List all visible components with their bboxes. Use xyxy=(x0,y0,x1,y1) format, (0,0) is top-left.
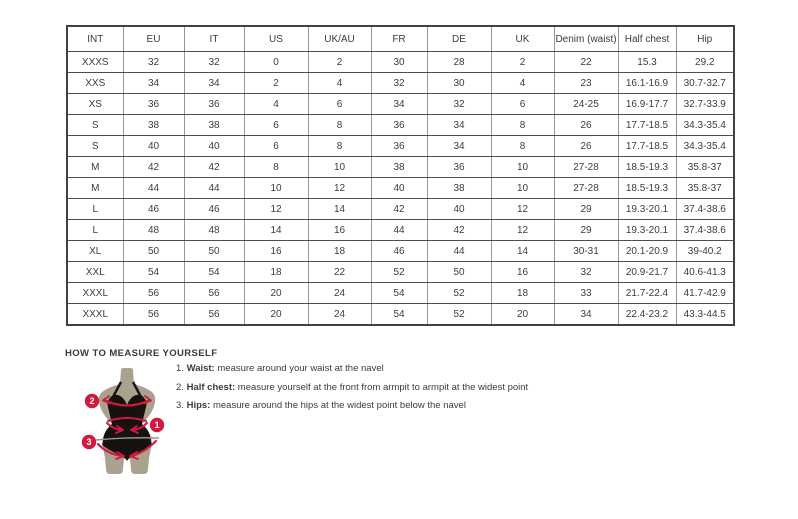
table-row xyxy=(67,220,734,241)
size-cell: 2 xyxy=(244,73,308,94)
marker-hips xyxy=(82,435,96,449)
size-cell: 32 xyxy=(554,262,618,283)
size-cell: 32.7-33.9 xyxy=(676,94,734,115)
size-cell: 40 xyxy=(371,178,427,199)
size-cell: XXXL xyxy=(67,304,123,326)
size-cell: 42 xyxy=(123,157,184,178)
size-cell: 20.9-21.7 xyxy=(618,262,676,283)
size-cell: 46 xyxy=(371,241,427,262)
size-cell: 4 xyxy=(491,73,554,94)
instruction-text: measure around the hips at the widest point below the navel xyxy=(212,400,466,411)
size-cell: 20 xyxy=(244,283,308,304)
size-cell: 39-40.2 xyxy=(676,241,734,262)
instruction-text: measure around your waist at the navel xyxy=(217,363,384,374)
size-cell: 54 xyxy=(184,262,244,283)
measure-instructions-list xyxy=(176,364,528,420)
column-header: Denim (waist) xyxy=(554,26,618,52)
marker-half-chest xyxy=(85,394,99,408)
size-cell: 18.5-19.3 xyxy=(618,178,676,199)
size-cell: 54 xyxy=(371,283,427,304)
size-cell: 36 xyxy=(371,115,427,136)
size-cell: 54 xyxy=(371,304,427,326)
size-cell: 23 xyxy=(554,73,618,94)
size-cell: 42 xyxy=(427,220,491,241)
size-cell: 8 xyxy=(308,115,371,136)
size-cell: XXS xyxy=(67,73,123,94)
size-cell: 12 xyxy=(491,199,554,220)
size-cell: 38 xyxy=(184,115,244,136)
size-cell: XL xyxy=(67,241,123,262)
size-cell: 18.5-19.3 xyxy=(618,157,676,178)
size-cell: 44 xyxy=(123,178,184,199)
instruction-label: Half chest: xyxy=(186,381,236,393)
table-row xyxy=(67,73,734,94)
instruction-number: 2. xyxy=(176,381,184,393)
size-cell: 27-28 xyxy=(554,157,618,178)
size-cell: 43.3-44.5 xyxy=(676,304,734,326)
size-cell: 10 xyxy=(491,178,554,199)
size-cell: 18 xyxy=(491,283,554,304)
table-header-row xyxy=(67,26,734,52)
size-cell: 34.3-35.4 xyxy=(676,115,734,136)
size-cell: 30-31 xyxy=(554,241,618,262)
measure-instruction xyxy=(176,383,528,393)
size-cell: 16 xyxy=(244,241,308,262)
column-header: US xyxy=(244,26,308,52)
size-cell: 32 xyxy=(123,52,184,73)
size-cell: 8 xyxy=(244,157,308,178)
size-cell: 38 xyxy=(427,178,491,199)
size-cell: 6 xyxy=(244,136,308,157)
size-cell: 36 xyxy=(371,136,427,157)
size-cell: 41.7-42.9 xyxy=(676,283,734,304)
size-cell: 4 xyxy=(308,73,371,94)
table-row xyxy=(67,283,734,304)
measure-instruction xyxy=(176,401,528,411)
size-cell: 56 xyxy=(123,283,184,304)
size-cell: 34 xyxy=(554,304,618,326)
size-cell: 40 xyxy=(123,136,184,157)
size-cell: L xyxy=(67,220,123,241)
size-cell: 40 xyxy=(184,136,244,157)
size-cell: S xyxy=(67,136,123,157)
size-cell: XXL xyxy=(67,262,123,283)
size-cell: 6 xyxy=(308,94,371,115)
size-cell: 48 xyxy=(184,220,244,241)
size-cell: 34 xyxy=(123,73,184,94)
size-cell: 24 xyxy=(308,304,371,326)
size-cell: 40.6-41.3 xyxy=(676,262,734,283)
size-cell: 12 xyxy=(244,199,308,220)
size-cell: 16.9-17.7 xyxy=(618,94,676,115)
column-header: DE xyxy=(427,26,491,52)
size-cell: 36 xyxy=(184,94,244,115)
size-cell: 44 xyxy=(371,220,427,241)
size-cell: 6 xyxy=(244,115,308,136)
size-cell: 52 xyxy=(371,262,427,283)
size-cell: 30 xyxy=(427,73,491,94)
size-cell: 6 xyxy=(491,94,554,115)
size-cell: 15.3 xyxy=(618,52,676,73)
size-cell: 40 xyxy=(427,199,491,220)
column-header: Hip xyxy=(676,26,734,52)
instruction-text: measure yourself at the front from armpit to armpit at the widest point xyxy=(237,381,529,393)
size-cell: 10 xyxy=(244,178,308,199)
size-cell: 17.7-18.5 xyxy=(618,136,676,157)
size-cell: 27-28 xyxy=(554,178,618,199)
size-cell: 54 xyxy=(123,262,184,283)
size-cell: 34.3-35.4 xyxy=(676,136,734,157)
size-cell: 4 xyxy=(244,94,308,115)
size-cell: 32 xyxy=(371,73,427,94)
size-cell: 37.4-38.6 xyxy=(676,199,734,220)
measure-section-title: HOW TO MEASURE YOURSELF xyxy=(65,348,218,359)
size-cell: 56 xyxy=(184,283,244,304)
size-cell: 38 xyxy=(123,115,184,136)
size-cell: M xyxy=(67,157,123,178)
size-cell: 33 xyxy=(554,283,618,304)
size-cell: 46 xyxy=(184,199,244,220)
table-row xyxy=(67,52,734,73)
size-cell: 42 xyxy=(371,199,427,220)
size-cell: 50 xyxy=(184,241,244,262)
size-cell: 37.4-38.6 xyxy=(676,220,734,241)
column-header: Half chest xyxy=(618,26,676,52)
size-cell: 52 xyxy=(427,304,491,326)
table-row xyxy=(67,94,734,115)
size-cell: 44 xyxy=(427,241,491,262)
measurement-figure xyxy=(76,366,191,478)
size-cell: 8 xyxy=(308,136,371,157)
size-cell: L xyxy=(67,199,123,220)
size-cell: 16 xyxy=(308,220,371,241)
column-header: EU xyxy=(123,26,184,52)
size-cell: 16 xyxy=(491,262,554,283)
size-cell: 56 xyxy=(123,304,184,326)
size-cell: 16.1-16.9 xyxy=(618,73,676,94)
instruction-number: 1. xyxy=(176,363,184,374)
table-row xyxy=(67,157,734,178)
size-cell: 22.4-23.2 xyxy=(618,304,676,326)
marker-waist-number: 1 xyxy=(154,420,160,431)
size-cell: 19.3-20.1 xyxy=(618,199,676,220)
size-cell: 12 xyxy=(308,178,371,199)
size-cell: 10 xyxy=(308,157,371,178)
size-cell: 20 xyxy=(244,304,308,326)
size-cell: 34 xyxy=(371,94,427,115)
size-cell: 34 xyxy=(184,73,244,94)
size-cell: 50 xyxy=(123,241,184,262)
instruction-number: 3. xyxy=(176,400,184,411)
marker-waist xyxy=(150,418,164,432)
size-cell: 24 xyxy=(308,283,371,304)
size-cell: 34 xyxy=(427,115,491,136)
size-cell: 12 xyxy=(491,220,554,241)
size-cell: 48 xyxy=(123,220,184,241)
size-cell: 36 xyxy=(123,94,184,115)
size-cell: 30 xyxy=(371,52,427,73)
size-cell: 20 xyxy=(491,304,554,326)
table-row xyxy=(67,304,734,326)
size-cell: XXXS xyxy=(67,52,123,73)
size-cell: 19.3-20.1 xyxy=(618,220,676,241)
table-row xyxy=(67,241,734,262)
size-cell: 17.7-18.5 xyxy=(618,115,676,136)
size-cell: 24-25 xyxy=(554,94,618,115)
size-cell: 29 xyxy=(554,199,618,220)
table-row xyxy=(67,136,734,157)
size-cell: 32 xyxy=(184,52,244,73)
column-header: INT xyxy=(67,26,123,52)
size-cell: 35.8-37 xyxy=(676,157,734,178)
table-row xyxy=(67,178,734,199)
size-cell: XS xyxy=(67,94,123,115)
column-header: UK xyxy=(491,26,554,52)
size-cell: 30.7-32.7 xyxy=(676,73,734,94)
size-cell: 28 xyxy=(427,52,491,73)
size-cell: 35.8-37 xyxy=(676,178,734,199)
table-row xyxy=(67,115,734,136)
column-header: UK/AU xyxy=(308,26,371,52)
measure-instruction xyxy=(176,364,528,374)
column-header: IT xyxy=(184,26,244,52)
size-cell: 0 xyxy=(244,52,308,73)
size-cell: 34 xyxy=(427,136,491,157)
size-cell: 20.1-20.9 xyxy=(618,241,676,262)
marker-half-chest-number: 2 xyxy=(89,396,95,407)
size-cell: XXXL xyxy=(67,283,123,304)
size-cell: S xyxy=(67,115,123,136)
size-cell: 8 xyxy=(491,136,554,157)
size-cell: 29 xyxy=(554,220,618,241)
size-cell: M xyxy=(67,178,123,199)
marker-hips-number: 3 xyxy=(86,437,92,448)
size-cell: 18 xyxy=(244,262,308,283)
size-cell: 22 xyxy=(554,52,618,73)
size-cell: 42 xyxy=(184,157,244,178)
size-cell: 32 xyxy=(427,94,491,115)
instruction-label: Waist: xyxy=(186,363,215,374)
column-header: FR xyxy=(371,26,427,52)
size-cell: 21.7-22.4 xyxy=(618,283,676,304)
size-cell: 56 xyxy=(184,304,244,326)
size-cell: 36 xyxy=(427,157,491,178)
size-cell: 38 xyxy=(371,157,427,178)
size-cell: 2 xyxy=(491,52,554,73)
size-cell: 50 xyxy=(427,262,491,283)
size-cell: 22 xyxy=(308,262,371,283)
size-cell: 2 xyxy=(308,52,371,73)
size-cell: 29.2 xyxy=(676,52,734,73)
size-cell: 14 xyxy=(491,241,554,262)
size-cell: 8 xyxy=(491,115,554,136)
size-cell: 46 xyxy=(123,199,184,220)
size-cell: 14 xyxy=(308,199,371,220)
size-cell: 26 xyxy=(554,115,618,136)
size-chart-table xyxy=(66,25,735,326)
size-cell: 44 xyxy=(184,178,244,199)
table-row xyxy=(67,199,734,220)
instruction-label: Hips: xyxy=(186,400,211,411)
size-cell: 14 xyxy=(244,220,308,241)
size-cell: 52 xyxy=(427,283,491,304)
size-cell: 10 xyxy=(491,157,554,178)
table-row xyxy=(67,262,734,283)
size-cell: 26 xyxy=(554,136,618,157)
size-cell: 18 xyxy=(308,241,371,262)
